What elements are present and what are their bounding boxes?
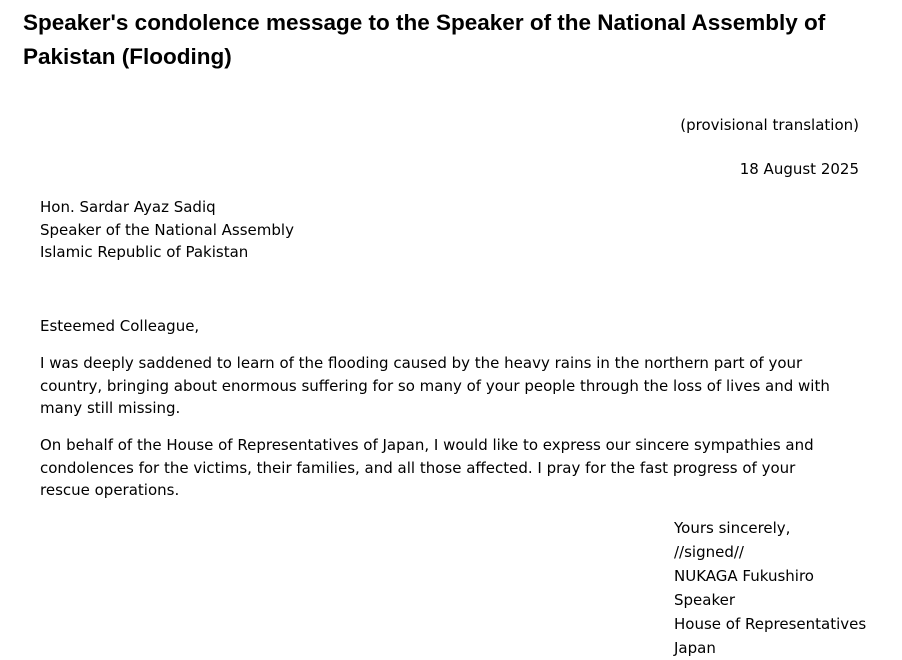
signatory-country: Japan [674,639,716,657]
addressee-country: Islamic Republic of Pakistan [40,243,249,261]
addressee-position: Speaker of the National Assembly [40,220,294,239]
signatory-house: House of Representatives [674,615,867,633]
page-title: Speaker's condolence message to the Speaker of the National Assembly of Pakistan (Flooding) [23,10,826,69]
provisional-translation-note: (provisional translation) [680,116,859,134]
addressee-name: Hon. Sardar Ayaz Sadiq [40,198,216,216]
valediction: Yours sincerely, [674,519,791,537]
body-paragraph-1: I was deeply saddened to learn of the flooding caused by the heavy rains in the northern part of your country, bringing about enormous suffering for so many of your people through the loss of lives and with many still missing. [40,354,830,417]
signatory-title: Speaker [674,591,736,609]
addressee-block [40,196,294,264]
body-paragraph-2: On behalf of the House of Representatives of Japan, I would like to express our sincere sympathies and condolences for the victims, their families, and all those affected. I pray for the fast progress of your rescue operations. [40,436,814,499]
salutation: Esteemed Colleague, [40,317,200,335]
closing-block [674,516,866,660]
signatory-name: NUKAGA Fukushiro [674,567,814,585]
signature-mark: //signed// [674,543,744,561]
letter-date: 18 August 2025 [739,160,859,178]
